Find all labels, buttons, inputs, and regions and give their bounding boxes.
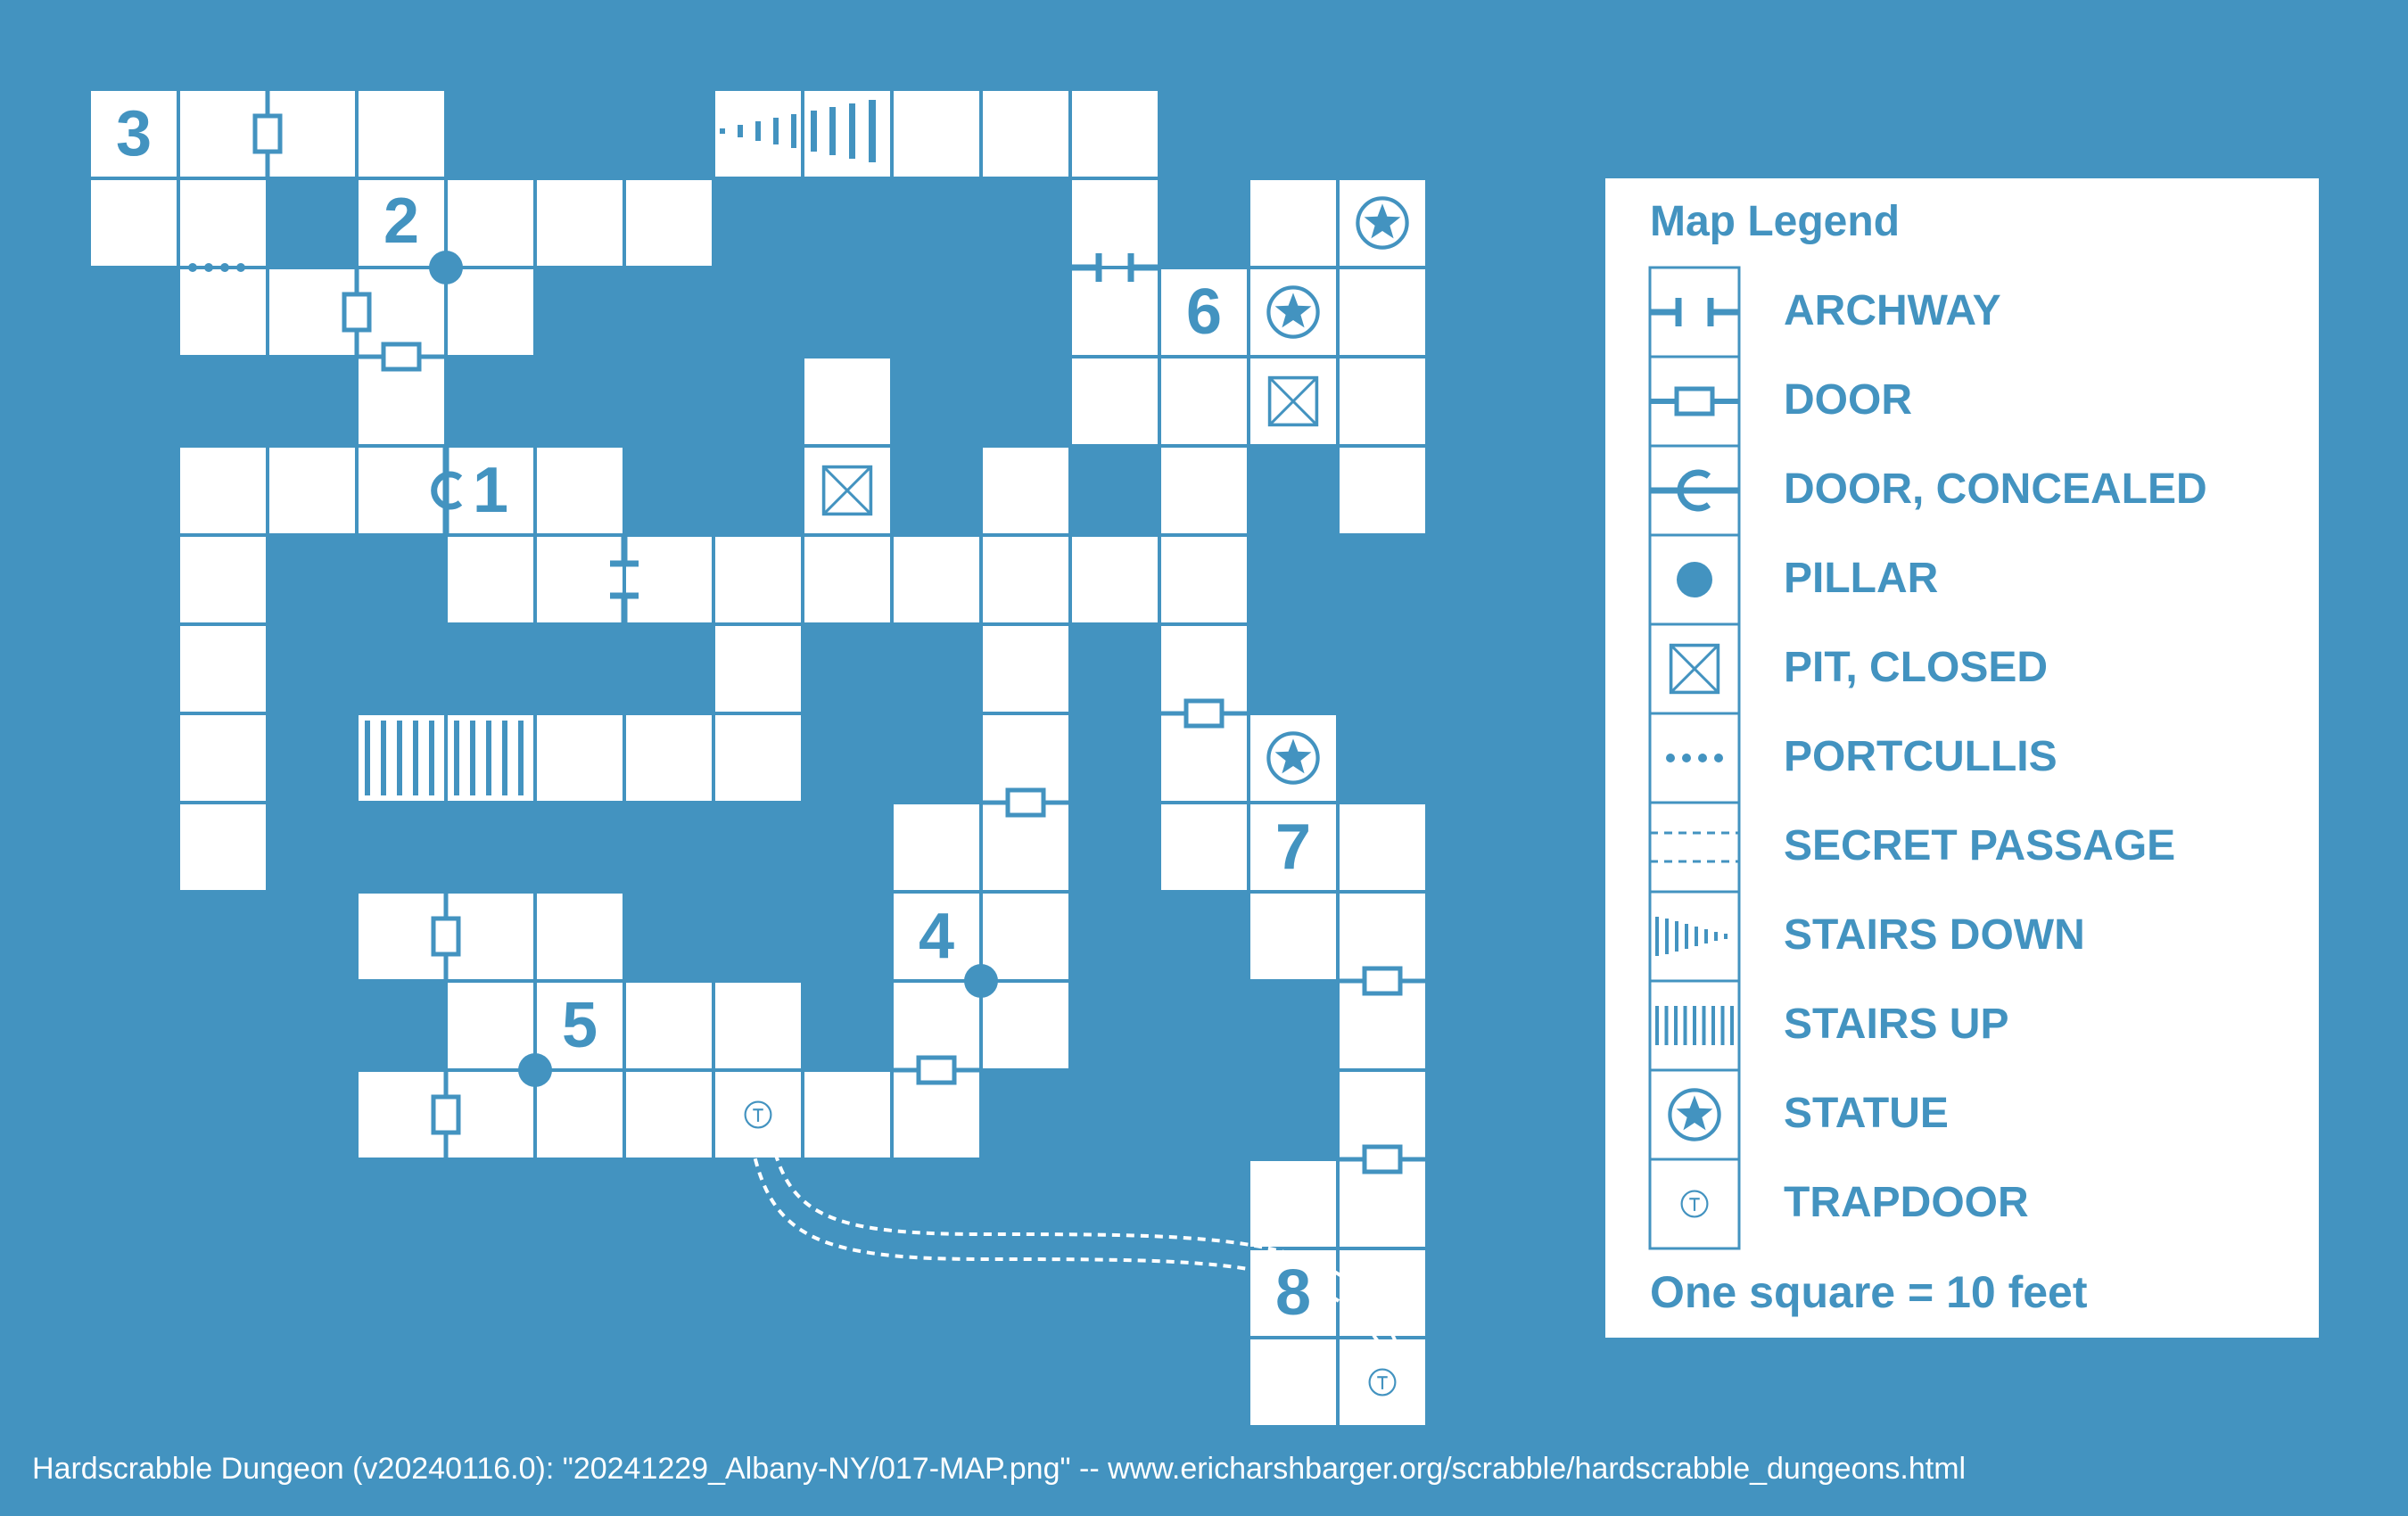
floor-tile (1070, 268, 1159, 357)
floor-tile (1159, 357, 1249, 446)
floor-tile (446, 268, 535, 357)
floor-tile (981, 535, 1070, 624)
door-icon (433, 1097, 458, 1133)
floor-tile (1249, 178, 1338, 268)
secret-passage-icon (1650, 803, 1739, 892)
floor-tile (713, 624, 803, 713)
room-number: 2 (383, 185, 420, 257)
door-icon (344, 294, 369, 330)
floor-tile (803, 357, 892, 446)
door-icon (433, 919, 458, 954)
floor-tile (178, 624, 268, 713)
floor-tile (892, 535, 981, 624)
legend-title: Map Legend (1650, 198, 1901, 245)
floor-tile (1249, 892, 1338, 981)
floor-tile (178, 268, 268, 357)
floor-tile (89, 178, 178, 268)
door-icon (1008, 790, 1043, 815)
door-icon (383, 344, 419, 369)
floor-tile (178, 535, 268, 624)
floor-tile (1070, 178, 1159, 268)
room-number: 5 (561, 990, 598, 1061)
floor-tile (713, 535, 803, 624)
floor-tiles (89, 89, 1427, 1427)
floor-tile (1338, 1248, 1427, 1338)
floor-tile (981, 981, 1070, 1070)
floor-tile (981, 446, 1070, 535)
floor-tile (446, 981, 535, 1070)
floor-tile (1338, 357, 1427, 446)
floor-tile (624, 713, 713, 803)
floor-tile (1338, 803, 1427, 892)
legend-label: DOOR, CONCEALED (1784, 466, 2207, 513)
pit-closed-icon (1650, 624, 1739, 713)
floor-tile (178, 446, 268, 535)
room-number: 1 (472, 455, 509, 526)
archway-icon (1650, 268, 1739, 357)
door-icon (1365, 1147, 1400, 1172)
floor-tile (803, 535, 892, 624)
floor-tile (535, 1070, 624, 1159)
floor-tile (446, 178, 535, 268)
floor-tile (981, 892, 1070, 981)
stairs-down-icon (1650, 892, 1739, 981)
floor-tile (1159, 535, 1249, 624)
room-number: 3 (115, 98, 153, 169)
statue-icon (1650, 1070, 1739, 1159)
floor-tile (535, 446, 624, 535)
legend-scale: One square = 10 feet (1650, 1267, 2088, 1317)
legend-label: STATUE (1784, 1090, 1949, 1137)
pillar-icon (429, 251, 463, 284)
legend-label: PIT, CLOSED (1784, 644, 2049, 691)
floor-tile (1070, 535, 1159, 624)
door-icon (1650, 357, 1739, 446)
door-icon (1365, 968, 1400, 993)
legend-label: STAIRS DOWN (1784, 911, 2085, 959)
room-number: 7 (1274, 812, 1312, 883)
floor-tile (981, 89, 1070, 178)
floor-tile (1249, 1338, 1338, 1427)
floor-tile (892, 803, 981, 892)
floor-tile (624, 981, 713, 1070)
legend-label: DOOR (1784, 376, 1912, 424)
trapdoor-icon (1650, 1159, 1739, 1248)
legend-label: ARCHWAY (1784, 287, 2001, 334)
floor-tile (357, 89, 446, 178)
pillar-icon (964, 964, 998, 998)
floor-tile (1159, 446, 1249, 535)
floor-tile (624, 535, 713, 624)
map-legend (1605, 178, 2319, 1338)
door-icon (919, 1058, 954, 1083)
room-number: 6 (1185, 276, 1223, 348)
pillar-icon (1650, 535, 1739, 624)
floor-tile (803, 1070, 892, 1159)
floor-tile (1338, 446, 1427, 535)
floor-tile (713, 981, 803, 1070)
floor-tile (713, 713, 803, 803)
stairs-up-icon (1650, 981, 1739, 1070)
door-icon (255, 116, 280, 152)
floor-tile (535, 892, 624, 981)
floor-tile (624, 178, 713, 268)
floor-tile (892, 89, 981, 178)
concealed-door-icon (1650, 446, 1739, 535)
legend-label: PILLAR (1784, 555, 1939, 602)
room-number: 4 (918, 901, 955, 972)
legend-label: STAIRS UP (1784, 1001, 2009, 1048)
floor-tile (1070, 357, 1159, 446)
floor-tile (268, 446, 357, 535)
pillar-icon (518, 1053, 552, 1087)
floor-tile (535, 178, 624, 268)
floor-tile (446, 535, 535, 624)
floor-tile (1070, 89, 1159, 178)
floor-tile (535, 713, 624, 803)
portcullis-icon (1650, 713, 1739, 803)
floor-tile (1338, 268, 1427, 357)
legend-label: PORTCULLIS (1784, 733, 2058, 780)
floor-tile (535, 535, 624, 624)
floor-tile (178, 178, 268, 268)
map-footer: Hardscrabble Dungeon (v20240116.0): "20241229_Albany-NY/017-MAP.png" -- www.ericharshbarger.org/scrabble/hardscrabble_dungeons.html (32, 1452, 1967, 1486)
legend-label: SECRET PASSAGE (1784, 822, 2176, 869)
legend-label: TRAPDOOR (1784, 1179, 2029, 1226)
floor-tile (1159, 803, 1249, 892)
floor-tile (178, 713, 268, 803)
floor-tile (981, 624, 1070, 713)
door-icon (1186, 701, 1222, 726)
floor-tile (624, 1070, 713, 1159)
floor-tile (178, 803, 268, 892)
floor-tile (1249, 1159, 1338, 1248)
room-number: 8 (1274, 1257, 1312, 1329)
